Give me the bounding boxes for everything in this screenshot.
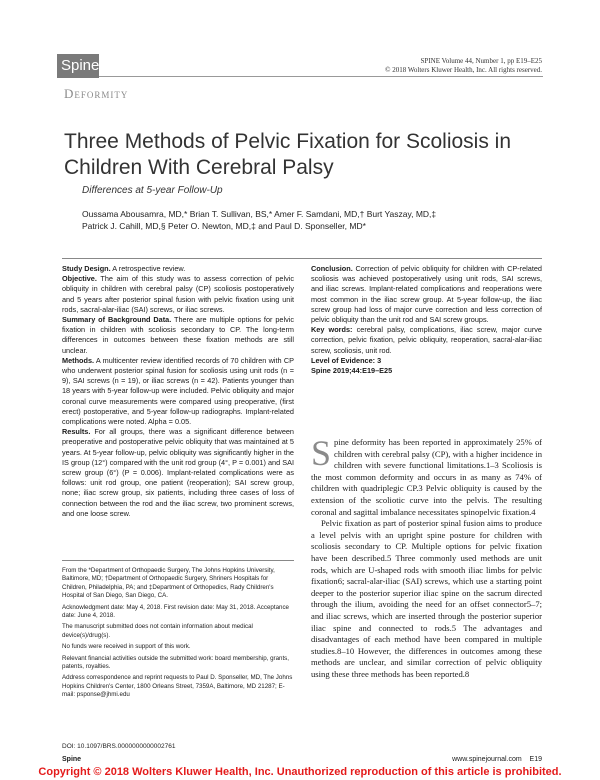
drop-cap: S (311, 433, 332, 473)
footer-page: www.spinejournal.com E19 (452, 756, 542, 763)
methods-text: A multicenter review identified records of 70 children with CP who underwent posterior spinal fusion for scoliosis using unit rods (n = 9), SAI screws (n = 19), or iliac screws (n = 42). Patients younger than 18 years with 5-year follow-up were included. Pelvic obliquity and major coronal curve measurements were compared using preoperative, (first erect) postoperative, and 5-year follow-up radiographs. Implant-related complications were noted. Alpha = 0.05. (62, 355, 295, 427)
journal-logo: Spine (57, 54, 99, 78)
conclusion-label: Conclusion. (311, 264, 353, 273)
abstract-right-column (311, 264, 542, 376)
methods-label: Methods. (62, 355, 95, 365)
affiliation-financial: Relevant financial activities outside the submitted work: board membership, grants, patents, royalties. (62, 654, 289, 671)
footer-journal: Spine (62, 756, 82, 763)
doi: DOI: 10.1097/BRS.0000000000002761 (62, 743, 176, 750)
study-design-label: Study Design. (62, 264, 111, 273)
conclusion-text: Correction of pelvic obliquity for children with CP-related scoliosis was achieved postoperatively using unit rods, SAI screws, and iliac screws. Implant-related complications and reoperations were most common in the iliac screw group. At 5-year follow-up, the iliac screw group had loss of major curve correction and less correction of pelvic obliquity than the unit rod and SAI screw groups. (311, 264, 542, 325)
abstract-left-column (62, 264, 294, 519)
results-label: Results. (62, 427, 91, 437)
copyright-notice: Copyright © 2018 Wolters Kluwer Health, Inc. Unauthorized reproduction of this article is prohibited. (0, 764, 600, 780)
body-paragraph-1: pine deformity has been reported in approximately 25% of children with cerebral palsy (CP), with a higher incidence in children with severe functional limitations.1–3 Scoliosis is the most common deformity and occurs in as many as 74% of children with quadriplegic CP.3 Pelvic obliquity is caused by the extension of the scoliotic curve into the pelvis. The resulting coronal and sagittal imbalance necessitates spinopelvic fixation.4 (311, 437, 542, 517)
objective-label: Objective. (62, 274, 97, 284)
evidence-value: 3 (377, 355, 382, 365)
journal-volume-line: SPINE Volume 44, Number 1, pp E19–E25 (420, 57, 542, 65)
authors-line-1: Oussama Abousamra, MD,* Brian T. Sullivan, BS,* Amer F. Samdani, MD,† Burt Yaszay, MD,‡ (82, 209, 437, 219)
journal-info (385, 57, 542, 75)
article-subtitle: Differences at 5-year Follow-Up (82, 185, 223, 196)
affiliation-funding: No funds were received in support of this work. (62, 643, 191, 651)
affiliation-correspondence: Address correspondence and reprint requests to Paul D. Sponseller, MD, The Johns Hopkins Children's Center, 1800 Orleans Street, 7359A, Baltimore, MD 21287; E-mail: psponse@jhmi.edu (62, 674, 293, 699)
body-text (311, 433, 542, 680)
keywords-label: Key words: (311, 325, 353, 335)
affiliations-block (62, 567, 294, 703)
article-title: Three Methods of Pelvic Fixation for Scoliosis in Children With Cerebral Palsy (64, 130, 512, 179)
study-design-text: A retrospective review. (112, 264, 186, 273)
background-text: There are multiple options for pelvic fixation in children with scoliosis secondary to CP. The long-term differences in outcomes between these fixation methods are still unclear. (62, 315, 295, 355)
body-paragraph-2: Pelvic fixation as part of posterior spinal fusion aims to produce a level pelvis with an upright spine posture for children with scoliosis secondary to CP. Multiple options for pelvic fixation have been described.5 Three commonly used methods are unit rods, which are U-shaped rods with smooth iliac limbs for pelvic fixation6; sacral-alar-iliac (SAI) screws, which use a starting point deeper to the posterior superior iliac spine on the sacrum directed through the ilium, avoiding the need for an offset connector5–7; and iliac screws, which are inserted through the posterior superior iliac spine and connected to rods.5 The advantages and disadvantages of each method have been compared in multiple studies.8–10 However, the differences in outcomes among these methods are unclear, and similar correction of pelvic obliquity using these three methods has been reported.8 (311, 518, 542, 679)
evidence-label: Level of Evidence: (311, 355, 376, 365)
section-label: Deformity (64, 86, 129, 101)
results-text: For all groups, there was a significant difference between preoperative and postoperative pelvic obliquity that was maintained at 5 years. At 5-year follow-up, pelvic obliquity was significantly higher in the IS group (12°) compared with the unit rod group (4°, P = 0.001) and SAI screw group (6°) (P = 0.006). Implant-related complications were as follows: unit rod group, one patient (reoperation); SAI screw group, none; iliac screw group, six patients, including three cases of loss of connection between the rod and the iliac screw, two prominent screws, and one loose screw. (62, 427, 294, 518)
authors-line-2: Patrick J. Cahill, MD,§ Peter O. Newton, MD,‡ and Paul D. Sponseller, MD* (82, 221, 366, 231)
affiliation-rule (62, 560, 294, 561)
affiliation-dates: Acknowledgment date: May 4, 2018. First revision date: May 31, 2018. Acceptance date: June 4, 2018. (62, 603, 290, 620)
keywords-text: cerebral palsy, complications, iliac screw, major curve correction, pelvic fixation, pelvic obliquity, reoperation, sacral-alar-iliac screw, scoliosis, unit rod. (311, 325, 542, 355)
objective-text: The aim of this study was to assess correction of pelvic obliquity in children with cerebral palsy (CP) scoliosis postoperatively and 5 years after posterior spinal fusion with pelvic fixation using unit rods, sacral-alar-iliac (SAI) screws, or iliac screws. (62, 274, 294, 314)
header-divider (99, 76, 543, 77)
author-list (82, 208, 512, 232)
abstract-top-rule (62, 258, 542, 259)
citation: Spine 2019;44:E19–E25 (311, 366, 393, 376)
affiliation-institutions: From the *Department of Orthopaedic Surgery, The Johns Hopkins University, Baltimore, MD; †Department of Orthopaedic Surgery, Shriners Hospitals for Children, Philadelphia, PA; and ‡Department of Orthopedics, Rady Children's Hospital of San Diego, San Diego, CA. (62, 567, 275, 600)
background-label: Summary of Background Data. (62, 315, 172, 325)
journal-copyright-line: © 2018 Wolters Kluwer Health, Inc. All rights reserved. (385, 66, 542, 74)
affiliation-device-note: The manuscript submitted does not contain information about medical device(s)/drug(s). (62, 623, 253, 639)
